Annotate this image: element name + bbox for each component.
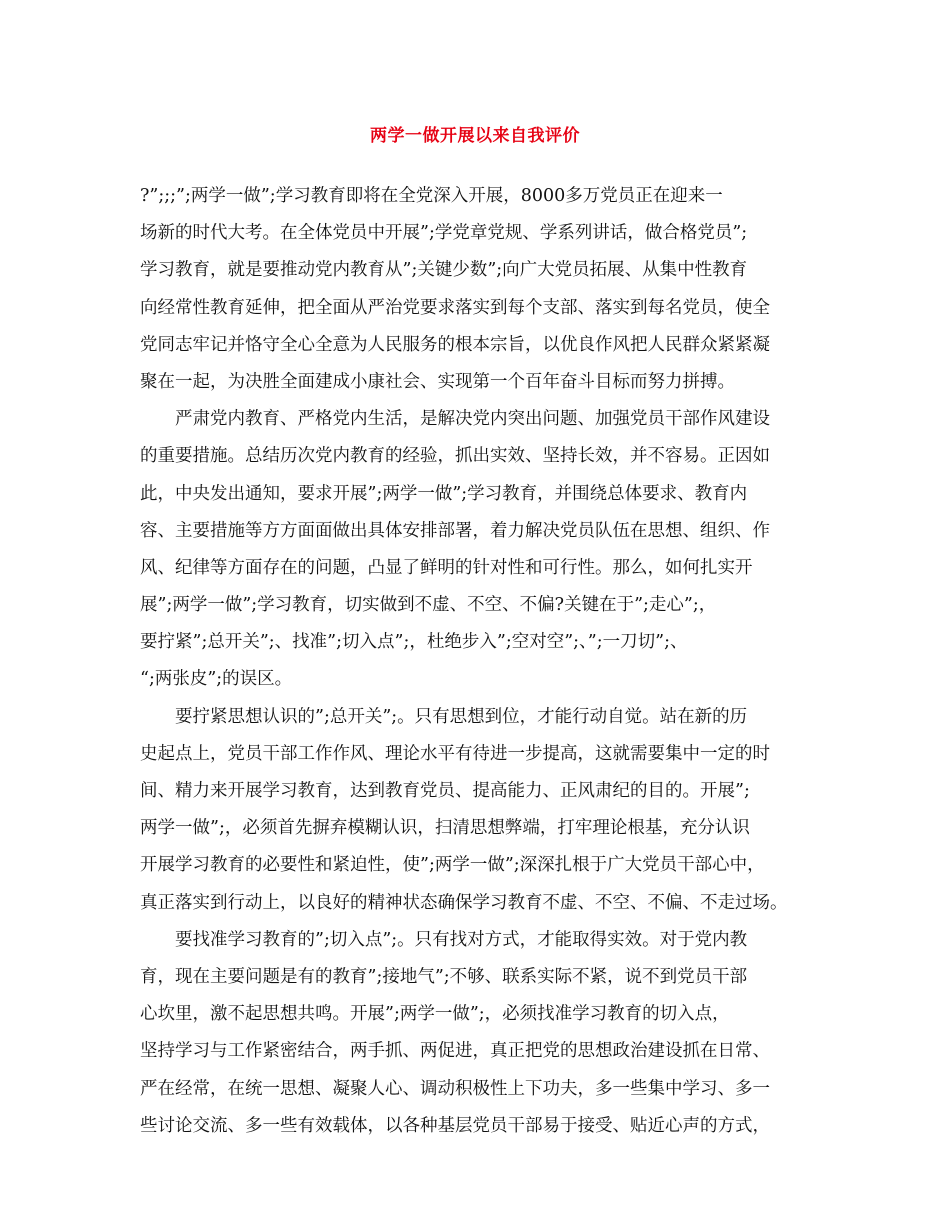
paragraph-line: 的重要措施。总结历次党内教育的经验，抓出实效、坚持长效，并不容易。正因如 xyxy=(140,446,770,467)
paragraph-line: 容、主要措施等方方面面做出具体安排部署，着力解决党员队伍在思想、组织、作 xyxy=(140,520,770,541)
paragraph-line: 严肃党内教育、严格党内生活，是解决党内突出问题、加强党员干部作风建设 xyxy=(140,409,770,430)
paragraph-line: 严在经常，在统一思想、凝聚人心、调动积极性上下功夫，多一些集中学习、多一 xyxy=(140,1078,770,1099)
paragraph-line: 史起点上，党员干部工作作风、理论水平有待进一步提高，这就需要集中一定的时 xyxy=(140,743,770,764)
paragraph-line: “;两张皮”;的误区。 xyxy=(140,669,293,690)
paragraph-line: 展”;两学一做”;学习教育，切实做到不虚、不空、不偏?关键在于”;走心”;， xyxy=(140,595,717,616)
paragraph-line: 真正落实到行动上，以良好的精神状态确保学习教育不虚、不空、不偏、不走过场。 xyxy=(140,892,788,913)
paragraph-line: 要拧紧”;总开关”;、找准”;切入点”;，杜绝步入”;空对空”;、”;一刀切”;、 xyxy=(140,632,688,653)
paragraph-line: 党同志牢记并恪守全心全意为人民服务的根本宗旨，以优良作风把人民群众紧紧凝 xyxy=(140,334,770,355)
body-paragraph xyxy=(140,699,830,922)
paragraph-line: 坚持学习与工作紧密结合，两手抓、两促进，真正把党的思想政治建设抓在日常、 xyxy=(140,1041,770,1062)
document-body xyxy=(140,178,830,1145)
document-title: 两学一做开展以来自我评价 xyxy=(370,126,580,146)
paragraph-line: 开展学习教育的必要性和紧迫性，使”;两学一做”;深深扎根于广大党员干部心中， xyxy=(140,855,765,876)
paragraph-line: 要拧紧思想认识的”;总开关”;。只有思想到位，才能行动自觉。站在新的历 xyxy=(140,706,748,727)
body-paragraph xyxy=(140,178,830,401)
paragraph-line: 风、纪律等方面存在的问题，凸显了鲜明的针对性和可行性。那么，如何扎实开 xyxy=(140,557,753,578)
body-paragraph xyxy=(140,401,830,699)
paragraph-line: 些讨论交流、多一些有效载体，以各种基层党员干部易于接受、贴近心声的方式， xyxy=(140,1115,770,1136)
paragraph-line: 学习教育，就是要推动党内教育从”;关键少数”;向广大党员拓展、从集中性教育 xyxy=(140,260,748,281)
paragraph-line: 要找准学习教育的”;切入点”;。只有找对方式，才能取得实效。对于党内教 xyxy=(140,929,748,950)
paragraph-line: 两学一做”;，必须首先摒弃模糊认识，扫清思想弊端，打牢理论根基，充分认识 xyxy=(140,818,750,839)
body-paragraph xyxy=(140,922,830,1145)
paragraph-line: 间、精力来开展学习教育，达到教育党员、提高能力、正风肃纪的目的。开展”; xyxy=(140,781,750,801)
paragraph-line: 此，中央发出通知，要求开展”;两学一做”;学习教育，并围绕总体要求、教育内 xyxy=(140,483,748,504)
paragraph-line: 心坎里，激不起思想共鸣。开展”;两学一做”;，必须找准学习教育的切入点， xyxy=(140,1004,730,1025)
paragraph-line: 场新的时代大考。在全体党员中开展”;学党章党规、学系列讲话，做合格党员”; xyxy=(140,223,748,244)
paragraph-line: 向经常性教育延伸，把全面从严治党要求落实到每个支部、落实到每名党员，使全 xyxy=(140,297,770,318)
paragraph-line: ?”;;;”;两学一做”;学习教育即将在全党深入开展，8000多万党员正在迎来一 xyxy=(140,186,723,206)
paragraph-line: 聚在一起，为决胜全面建成小康社会、实现第一个百年奋斗目标而努力拼搏。 xyxy=(140,371,735,392)
paragraph-line: 育，现在主要问题是有的教育”;接地气”;不够、联系实际不紧，说不到党员干部 xyxy=(140,966,748,987)
